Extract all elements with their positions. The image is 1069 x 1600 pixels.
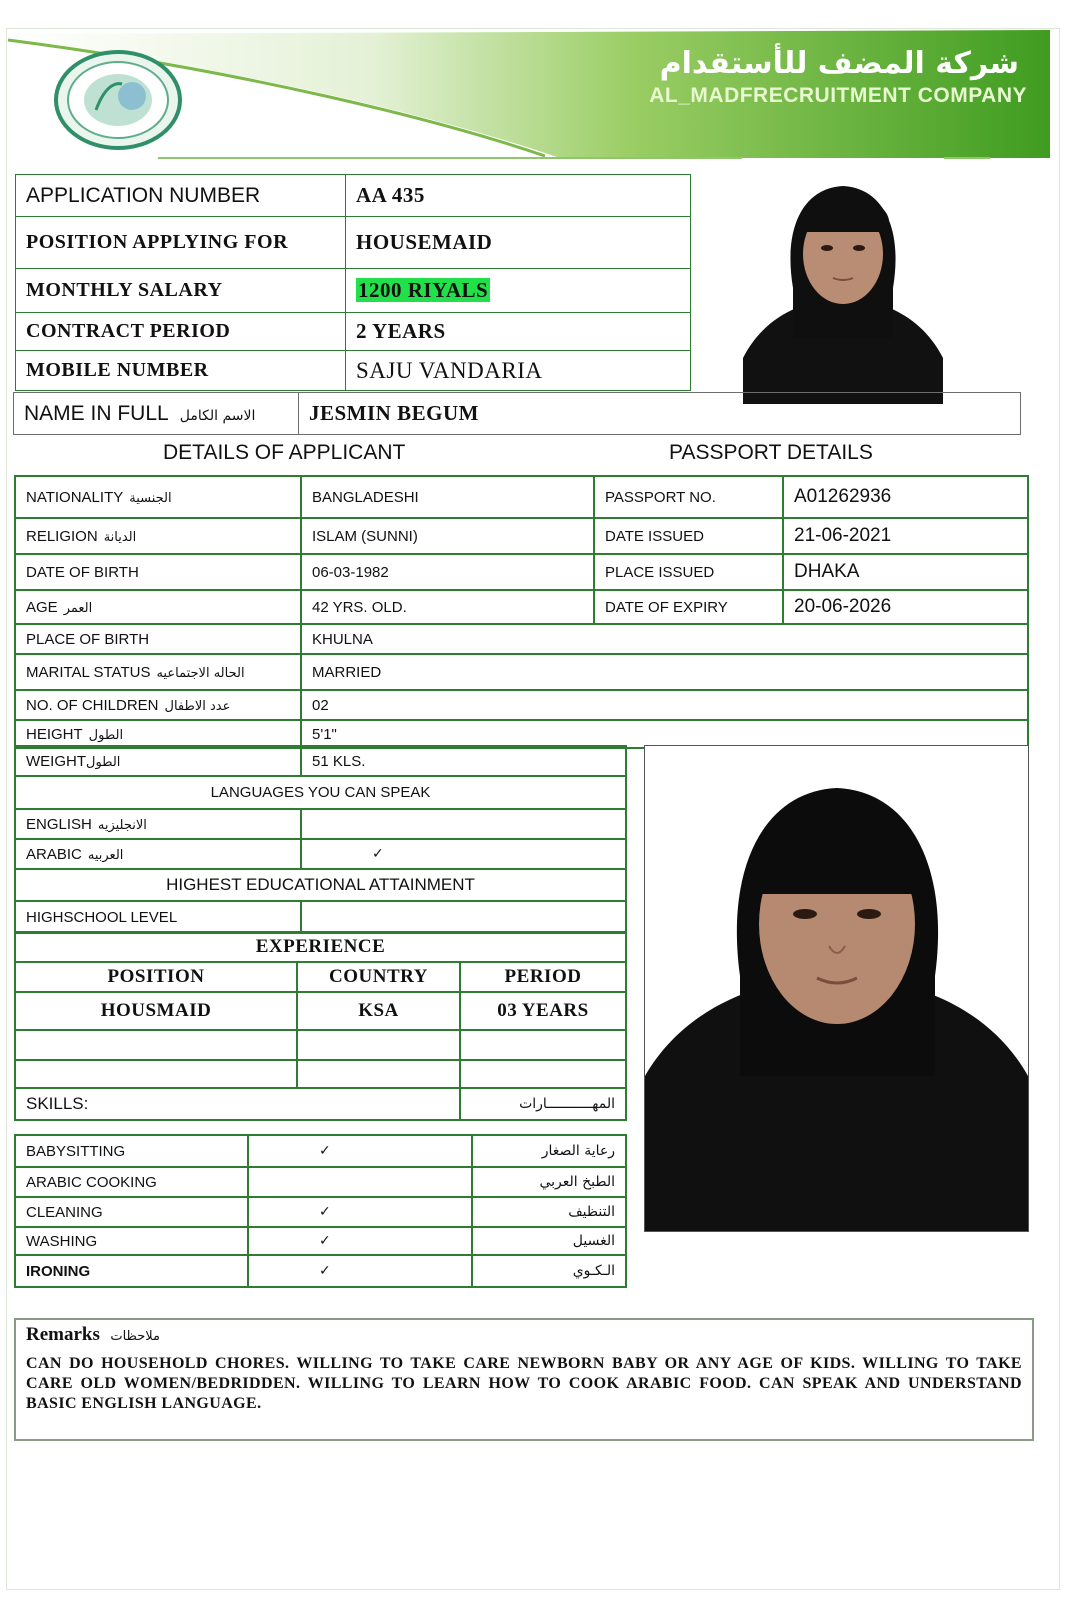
table-row — [15, 1167, 626, 1197]
exp-position — [15, 1030, 297, 1060]
children-label-arabic: عدد الاطفال — [164, 698, 231, 714]
exp-period — [460, 1060, 626, 1088]
application-number-label: APPLICATION NUMBER — [16, 175, 346, 217]
table-row — [15, 992, 626, 1030]
nationality-label-arabic: الجنسية — [129, 490, 172, 506]
position-label: POSITION APPLYING FOR — [16, 217, 346, 269]
passport-details-heading: PASSPORT DETAILS — [669, 441, 873, 464]
skill-name: BABYSITTING — [15, 1135, 248, 1167]
skill-name-arabic: التنظيف — [472, 1197, 626, 1227]
exp-position — [15, 1060, 297, 1088]
table-row — [15, 1060, 626, 1088]
height-value: 5'1" — [301, 720, 1028, 748]
date-expiry-value: 20-06-2026 — [783, 590, 1028, 624]
exp-country — [297, 1060, 460, 1088]
religion-value: ISLAM (SUNNI) — [301, 518, 594, 554]
applicant-photo-large — [644, 745, 1029, 1232]
children-label: NO. OF CHILDREN — [26, 696, 159, 714]
exp-position: HOUSMAID — [15, 992, 297, 1030]
education-extra-cell — [301, 901, 626, 933]
religion-label: RELIGION — [26, 527, 98, 545]
arabic-label-arabic: العربيه — [87, 847, 124, 863]
remarks-box — [14, 1318, 1034, 1441]
dob-value: 06-03-1982 — [301, 554, 594, 590]
company-name-arabic: شركة المضف للأستقدام — [659, 46, 1019, 81]
skill-check — [248, 1167, 472, 1197]
skill-check: ✓ — [248, 1135, 472, 1167]
dob-label: DATE OF BIRTH — [15, 554, 301, 590]
col-country: COUNTRY — [297, 962, 460, 992]
nationality-label: NATIONALITY — [26, 488, 124, 506]
contract-label: CONTRACT PERIOD — [16, 313, 346, 351]
details-table — [14, 475, 1029, 749]
skill-name-arabic: الغسيل — [472, 1227, 626, 1255]
skill-name: ARABIC COOKING — [15, 1167, 248, 1197]
skill-check: ✓ — [248, 1197, 472, 1227]
children-value: 02 — [301, 690, 1028, 720]
skills-table — [14, 1134, 627, 1288]
date-expiry-label: DATE OF EXPIRY — [594, 590, 783, 624]
skill-name-arabic: الطبخ العربي — [472, 1167, 626, 1197]
position-value: HOUSEMAID — [346, 217, 691, 269]
height-label: HEIGHT — [26, 725, 83, 743]
english-label-arabic: الانجليزيه — [97, 817, 147, 833]
contract-value: 2 YEARS — [346, 313, 691, 351]
name-row — [13, 392, 1021, 435]
marital-value: MARRIED — [301, 654, 1028, 690]
passport-no-label: PASSPORT NO. — [594, 476, 783, 518]
table-row — [15, 1255, 626, 1287]
skill-check: ✓ — [248, 1227, 472, 1255]
salary-value: 1200 RIYALS — [358, 278, 489, 302]
arabic-label: ARABIC — [26, 845, 82, 863]
exp-period — [460, 1030, 626, 1060]
col-period: PERIOD — [460, 962, 626, 992]
weight-value: 51 KLS. — [301, 746, 626, 776]
languages-heading: LANGUAGES YOU CAN SPEAK — [15, 776, 626, 809]
skill-name: CLEANING — [15, 1197, 248, 1227]
education-level: HIGHSCHOOL LEVEL — [15, 901, 301, 933]
skill-name: WASHING — [15, 1227, 248, 1255]
name-value: JESMIN BEGUM — [299, 393, 1021, 435]
date-issued-value: 21-06-2021 — [783, 518, 1028, 554]
marital-label: MARITAL STATUS — [26, 663, 151, 681]
table-row — [15, 1030, 626, 1060]
education-heading: HIGHEST EDUCATIONAL ATTAINMENT — [15, 869, 626, 901]
col-position: POSITION — [15, 962, 297, 992]
company-seal-logo — [52, 48, 184, 152]
religion-label-arabic: الديانة — [103, 529, 137, 545]
arabic-check: ✓ — [301, 839, 626, 869]
table-row — [15, 1197, 626, 1227]
english-label: ENGLISH — [26, 815, 92, 833]
date-issued-label: DATE ISSUED — [594, 518, 783, 554]
skill-name-arabic: رعاية الصغار — [472, 1135, 626, 1167]
remarks-title-arabic: ملاحظات — [110, 1329, 160, 1344]
application-table — [15, 174, 691, 391]
place-issued-label: PLACE ISSUED — [594, 554, 783, 590]
passport-no-value: A01262936 — [783, 476, 1028, 518]
age-label: AGE — [26, 598, 58, 616]
name-label: NAME IN FULL — [24, 401, 168, 425]
skills-label: SKILLS: — [15, 1088, 460, 1120]
skill-check: ✓ — [248, 1255, 472, 1287]
company-name-english: AL_MADFRECRUITMENT COMPANY — [649, 84, 1027, 107]
exp-period: 03 YEARS — [460, 992, 626, 1030]
experience-table — [14, 931, 627, 1121]
pob-value: KHULNA — [301, 624, 1028, 654]
age-value: 42 YRS. OLD. — [301, 590, 594, 624]
name-label-arabic: الاسم الكامل — [179, 407, 256, 424]
english-check — [301, 809, 626, 839]
skills-label-arabic: المهـــــــــــارات — [460, 1088, 626, 1120]
applicant-photo-small — [743, 168, 943, 404]
place-issued-value: DHAKA — [783, 554, 1028, 590]
experience-heading: EXPERIENCE — [15, 932, 626, 962]
marital-label-arabic: الحاله الاجتماعيه — [156, 665, 245, 681]
weight-label: WEIGHT — [26, 752, 86, 770]
salary-label: MONTHLY SALARY — [16, 269, 346, 313]
pob-label: PLACE OF BIRTH — [15, 624, 301, 654]
exp-country — [297, 1030, 460, 1060]
table-row — [15, 1227, 626, 1255]
height-label-arabic: الطول — [88, 727, 124, 743]
nationality-value: BANGLADESHI — [301, 476, 594, 518]
mobile-value: SAJU VANDARIA — [346, 351, 691, 391]
age-label-arabic: العمر — [63, 600, 93, 616]
remarks-text: CAN DO HOUSEHOLD CHORES. WILLING TO TAKE CARE NEWBORN BABY OR ANY AGE OF KIDS. WILLING TO TAKE CARE OLD WOMEN/BEDRIDDEN. WILLING TO LEARN HOW TO COOK ARABIC FOOD. CAN SPEAK AND UNDERSTAND BASIC ENGLISH LANGUAGE. — [26, 1355, 1022, 1412]
weight-label-arabic: الطول — [86, 754, 121, 770]
exp-country: KSA — [297, 992, 460, 1030]
table-row — [15, 1135, 626, 1167]
skill-name: IRONING — [15, 1255, 248, 1287]
skill-name-arabic: الـكـوي — [472, 1255, 626, 1287]
mobile-label: MOBILE NUMBER — [16, 351, 346, 391]
remarks-title: Remarks — [26, 1324, 100, 1345]
application-number-value: AA 435 — [346, 175, 691, 217]
applicant-details-heading: DETAILS OF APPLICANT — [163, 441, 406, 464]
qualifications-table — [14, 745, 627, 934]
